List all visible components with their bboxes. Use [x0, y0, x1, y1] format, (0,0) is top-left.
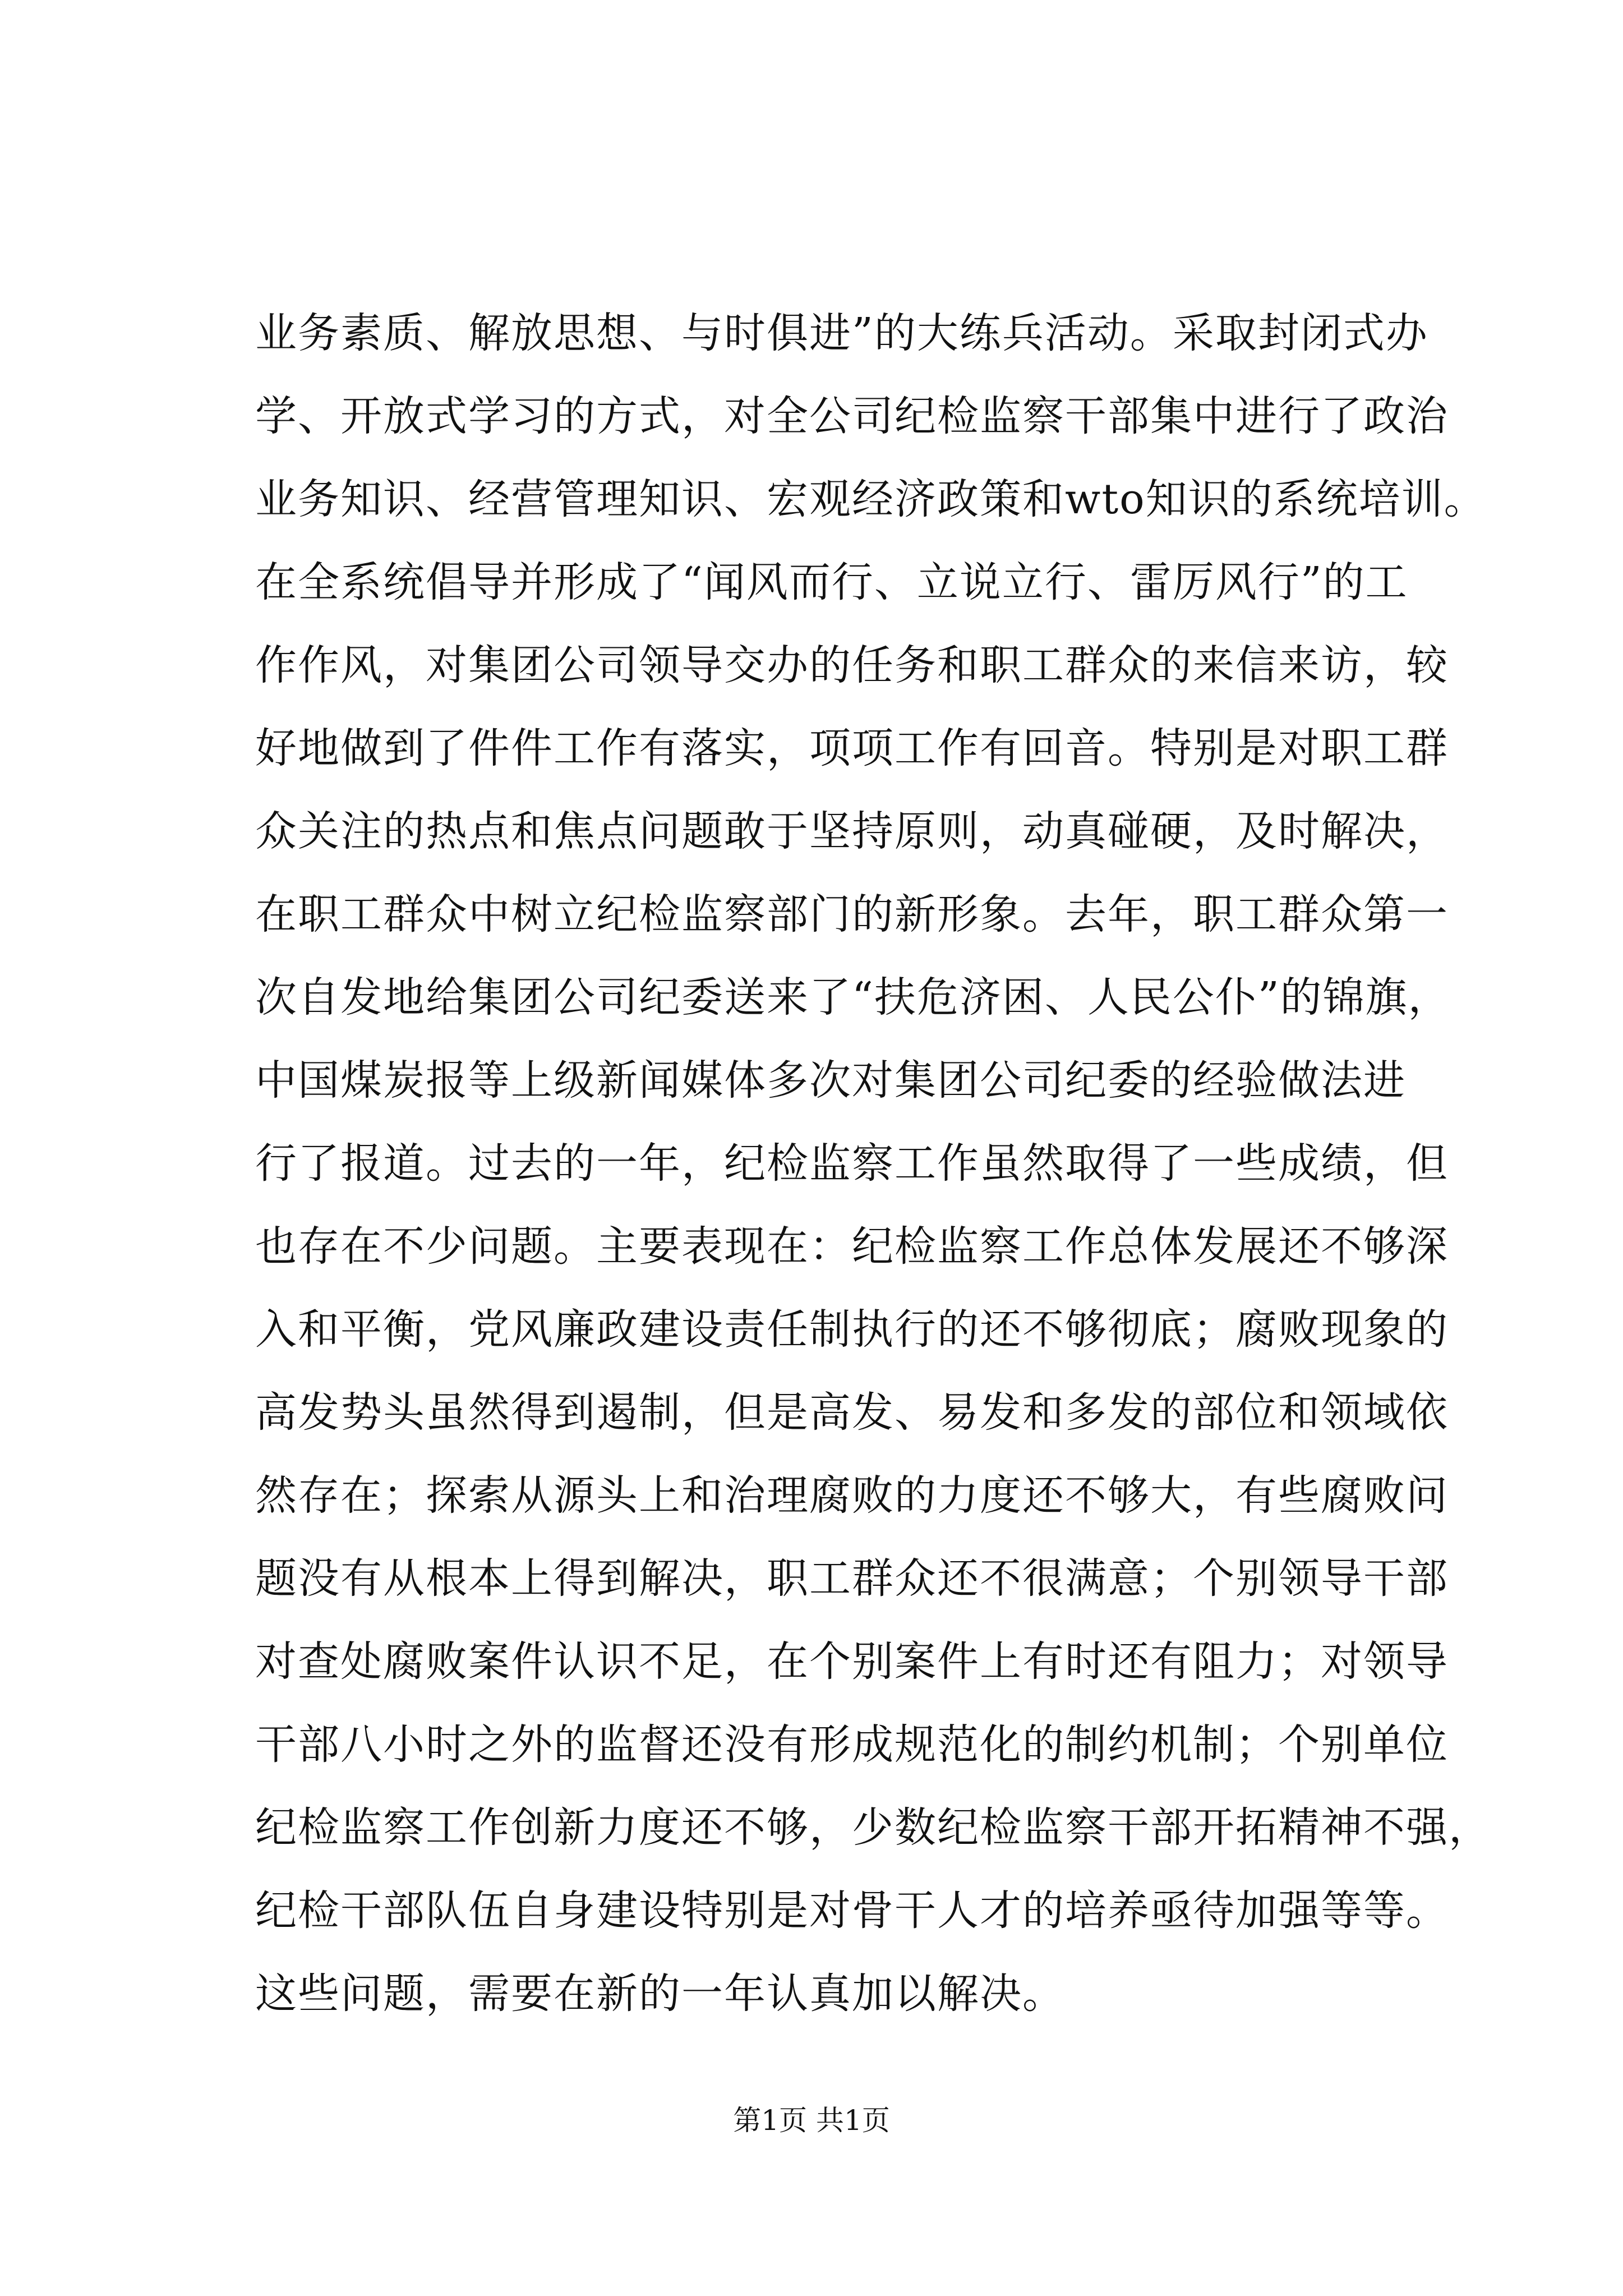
text-line: 纪检干部队伍自身建设特别是对骨干人才的培养亟待加强等等。	[255, 1887, 1449, 1935]
text-line: 高发势头虽然得到遏制，但是高发、易发和多发的部位和领域依	[255, 1388, 1449, 1437]
text-line: 纪检监察工作创新力度还不够，少数纪检监察干部开拓精神不强，	[255, 1803, 1491, 1852]
text-line: 学、开放式学习的方式，对全公司纪检监察干部集中进行了政治	[255, 392, 1449, 440]
body-paragraph	[255, 292, 1491, 2035]
text-line: 行了报道。过去的一年，纪检监察工作虽然取得了一些成绩，但	[255, 1139, 1449, 1188]
text-line: 然存在；探索从源头上和治理腐败的力度还不够大，有些腐败问	[255, 1471, 1449, 1520]
text-line: 中国煤炭报等上级新闻媒体多次对集团公司纪委的经验做法进	[255, 1056, 1406, 1105]
text-line: 好地做到了件件工作有落实，项项工作有回音。特别是对职工群	[255, 724, 1449, 772]
text-line: 次自发地给集团公司纪委送来了“扶危济困、人民公仆”的锦旗，	[255, 973, 1451, 1022]
text-line: 作作风，对集团公司领导交办的任务和职工群众的来信来访，较	[255, 641, 1449, 689]
text-line: 业务素质、解放思想、与时俱进”的大练兵活动。采取封闭式办	[255, 309, 1428, 357]
text-line: 对查处腐败案件认识不足，在个别案件上有时还有阻力；对领导	[255, 1637, 1449, 1686]
text-line: 题没有从根本上得到解决，职工群众还不很满意；个别领导干部	[255, 1554, 1449, 1603]
text-line: 入和平衡，党风廉政建设责任制执行的还不够彻底；腐败现象的	[255, 1305, 1449, 1354]
text-line: 业务知识、经营管理知识、宏观经济政策和wto知识的系统培训。	[255, 475, 1487, 523]
text-line: 众关注的热点和焦点问题敢于坚持原则，动真碰硬，及时解决，	[255, 807, 1449, 855]
text-line: 也存在不少问题。主要表现在：纪检监察工作总体发展还不够深	[255, 1222, 1449, 1271]
text-line: 在全系统倡导并形成了“闻风而行、立说立行、雷厉风行”的工	[255, 558, 1408, 606]
text-line: 干部八小时之外的监督还没有形成规范化的制约机制；个别单位	[255, 1720, 1449, 1769]
text-line: 这些问题，需要在新的一年认真加以解决。	[255, 1970, 1065, 2018]
text-line: 在职工群众中树立纪检监察部门的新形象。去年，职工群众第一	[255, 890, 1449, 938]
page-number-footer: 第1页 共1页	[733, 2104, 890, 2137]
